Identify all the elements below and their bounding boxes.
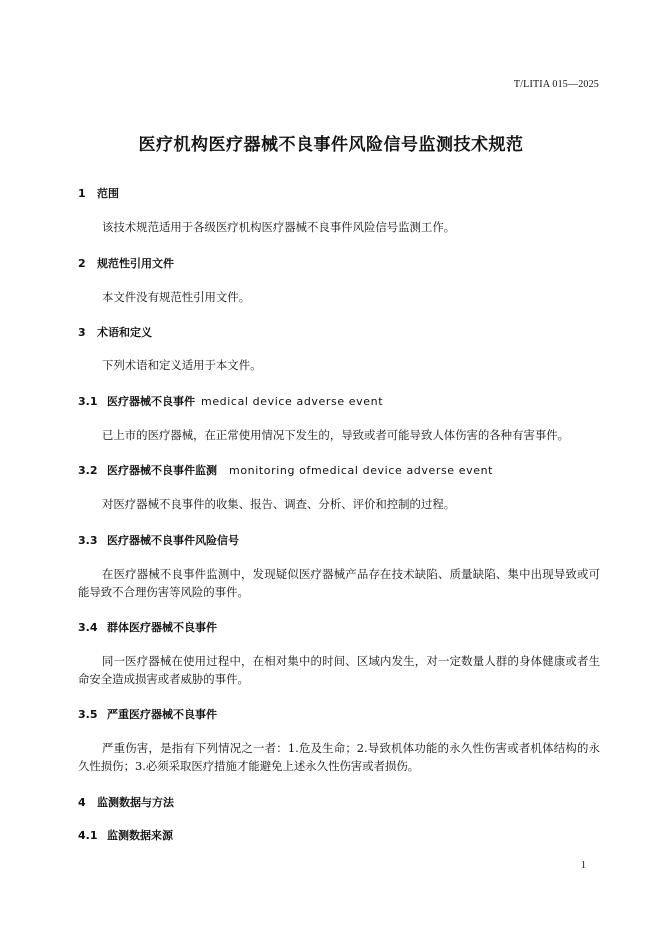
section-title: 群体医疗器械不良事件: [107, 621, 217, 634]
section-3-5-body: 严重伤害，是指有下列情况之一者：1.危及生命；2.导致机体功能的永久性伤害或者机体结构的永久性损伤；3.必须采取医疗措施才能避免上述永久性伤害或者损伤。: [78, 741, 600, 773]
section-3-2-body: 对医疗器械不良事件的收集、报告、调查、分析、评价和控制的过程。: [102, 497, 456, 511]
section-2-body: 本文件没有规范性引用文件。: [102, 290, 251, 304]
page-id: T/LITIA 015—2025: [513, 79, 599, 90]
section-title-en: monitoring ofmedical device adverse event: [229, 464, 494, 477]
section-title: 医疗器械不良事件监测: [107, 464, 217, 477]
section-title: 规范性引用文件: [97, 257, 174, 270]
section-4-heading: [78, 794, 174, 810]
document-title: 医疗机构医疗器械不良事件风险信号监测技术规范: [138, 135, 524, 155]
section-1-body: 该技术规范适用于各级医疗机构医疗器械不良事件风险信号监测工作。: [102, 220, 456, 234]
section-title: 医疗器械不良事件风险信号: [107, 534, 239, 547]
section-title: 医疗器械不良事件: [107, 395, 195, 408]
section-3-5-heading: [78, 706, 217, 722]
section-number: 1: [78, 187, 86, 200]
section-number: 3.1: [78, 395, 98, 408]
section-number: 4: [78, 796, 86, 809]
section-2-heading: [78, 255, 174, 271]
section-title: 术语和定义: [97, 326, 152, 339]
section-3-1-heading: [78, 393, 383, 409]
section-3-2-heading: [78, 462, 493, 478]
page-number: 1: [581, 860, 586, 871]
section-title: 监测数据与方法: [97, 796, 174, 809]
section-3-3-heading: [78, 532, 239, 548]
section-title: 严重医疗器械不良事件: [107, 708, 217, 721]
section-number: 3.3: [78, 534, 98, 547]
section-number: 3.4: [78, 621, 98, 634]
section-title-en: medical device adverse event: [201, 395, 384, 408]
section-4-1-heading: [78, 827, 173, 843]
section-3-4-heading: [78, 619, 217, 635]
section-3-3-body: 在医疗器械不良事件监测中，发现疑似医疗器械产品存在技术缺陷、质量缺陷、集中出现导致或可能导致不合理伤害等风险的事件。: [78, 567, 600, 599]
section-1-heading: [78, 185, 119, 201]
section-3-4-body: 同一医疗器械在使用过程中，在相对集中的时间、区域内发生，对一定数量人群的身体健康或者生命安全造成损害或者威胁的事件。: [78, 654, 600, 686]
section-3-heading: [78, 324, 152, 340]
section-3-1-body: 已上市的医疗器械，在正常使用情况下发生的，导致或者可能导致人体伤害的各种有害事件。: [102, 428, 570, 442]
section-3-body: 下列术语和定义适用于本文件。: [102, 358, 262, 372]
section-number: 4.1: [78, 829, 98, 842]
section-title: 范围: [97, 187, 119, 200]
section-title: 监测数据来源: [107, 829, 173, 842]
section-number: 3.5: [78, 708, 98, 721]
section-number: 2: [78, 257, 86, 270]
section-number: 3.2: [78, 464, 98, 477]
section-number: 3: [78, 326, 86, 339]
